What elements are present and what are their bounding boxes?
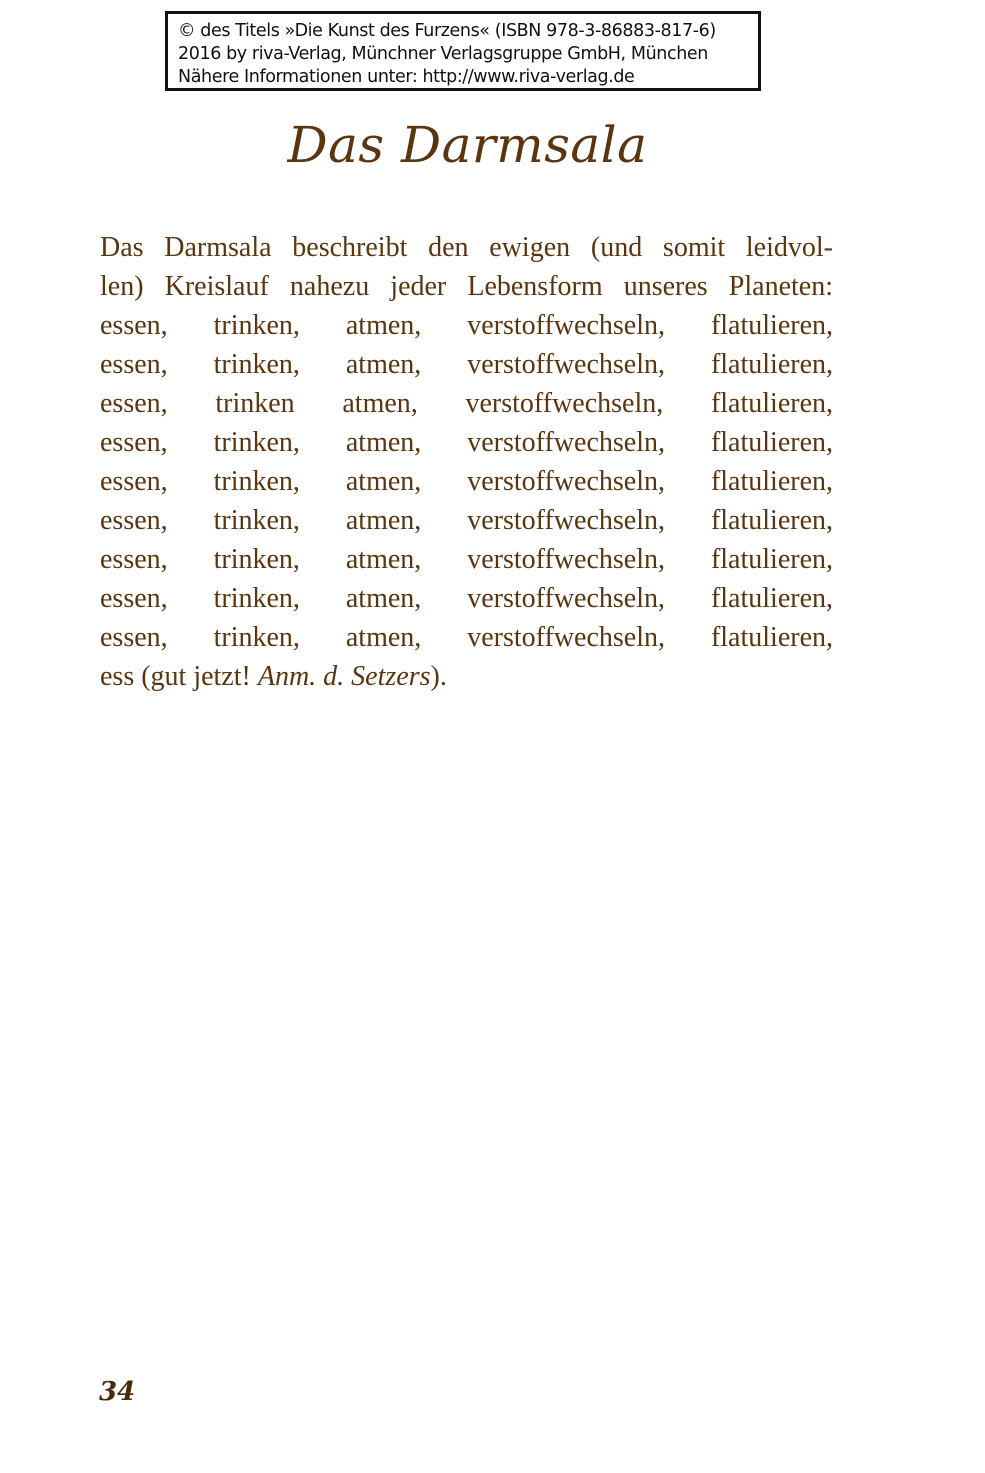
body-final-line — [100, 657, 833, 696]
body-line: essen, trinken, atmen, verstoffwechseln, flatulieren, — [100, 505, 833, 536]
body-line: essen, trinken atmen, verstoffwechseln, flatulieren, — [100, 388, 833, 419]
copyright-line-publisher: 2016 by riva-Verlag, Münchner Verlagsgruppe GmbH, München — [178, 44, 708, 64]
body-line: Das Darmsala beschreibt den ewigen (und somit leidvol- — [100, 232, 833, 263]
page-number: 34 — [99, 1377, 136, 1407]
body-line: essen, trinken, atmen, verstoffwechseln, flatulieren, — [100, 544, 833, 575]
typesetter-note: Anm. d. Setzers — [257, 661, 431, 692]
body-line: len) Kreislauf nahezu jeder Lebensform unseres Planeten: — [100, 271, 833, 302]
body-paragraph — [100, 228, 833, 696]
body-line: essen, trinken, atmen, verstoffwechseln, flatulieren, — [100, 349, 833, 380]
body-line: essen, trinken, atmen, verstoffwechseln, flatulieren, — [100, 466, 833, 497]
copyright-line-info-url: Nähere Informationen unter: http://www.riva-verlag.de — [178, 67, 635, 87]
body-line: essen, trinken, atmen, verstoffwechseln, flatulieren, — [100, 427, 833, 458]
final-line-prefix: ess (gut jetzt! — [100, 661, 258, 692]
body-line: essen, trinken, atmen, verstoffwechseln, flatulieren, — [100, 583, 833, 614]
final-line-suffix: ). — [430, 661, 447, 692]
body-line: essen, trinken, atmen, verstoffwechseln, flatulieren, — [100, 622, 833, 653]
body-line: essen, trinken, atmen, verstoffwechseln, flatulieren, — [100, 310, 833, 341]
copyright-line-title: © des Titels »Die Kunst des Furzens« (ISBN 978-3-86883-817-6) — [178, 21, 716, 41]
chapter-title: Das Darmsala — [287, 116, 648, 174]
copyright-notice-box — [165, 11, 761, 91]
